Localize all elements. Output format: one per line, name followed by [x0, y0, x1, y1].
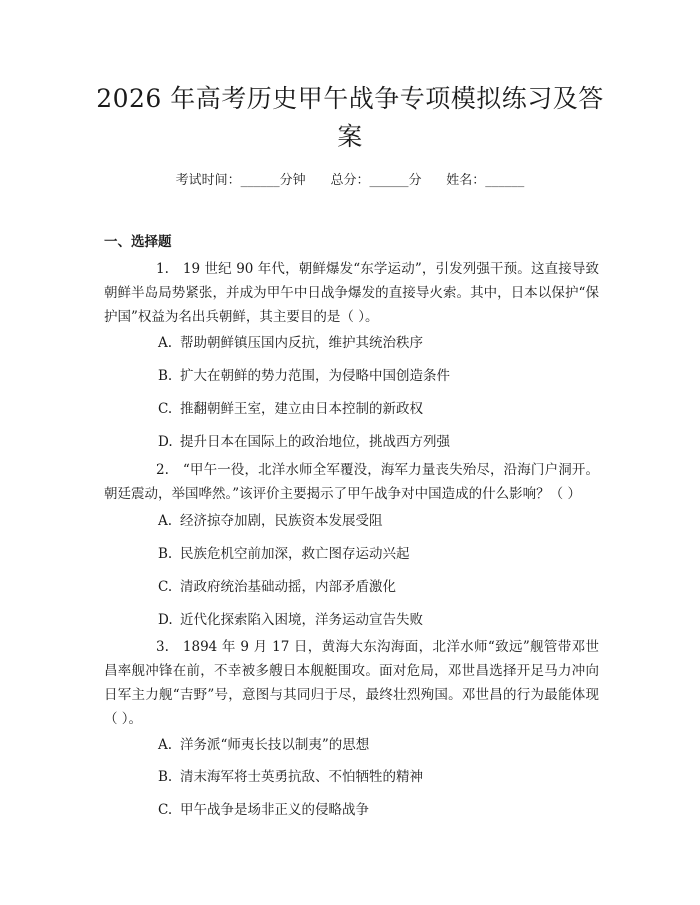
option-letter: C. [158, 802, 173, 818]
page-title: 2026 年高考历史甲午战争专项模拟练习及答案 [96, 84, 604, 151]
question-text: 19 世纪 90 年代，朝鲜爆发“东学运动”，引发列强干预。这直接导致朝鲜半岛局势紧张，并成为甲午中日战争爆发的直接导火索。其中，日本以保护“保护国”权益为名出兵朝鲜，其主要目的是（ ）。 [104, 261, 599, 325]
exam-time-field: 考试时间：______分钟 [175, 173, 306, 188]
option-text: 近代化探索陷入困境，洋务运动宣告失败 [180, 612, 423, 628]
option-letter: D. [158, 434, 173, 450]
question-1-option-c [158, 399, 423, 419]
option-letter: A. [158, 335, 173, 351]
question-1 [104, 257, 599, 329]
question-1-option-a [158, 333, 423, 353]
section-heading: 一、选择题 [104, 234, 172, 250]
option-letter: B. [158, 546, 173, 562]
question-2-option-d [158, 610, 423, 630]
question-3 [104, 635, 599, 731]
question-3-option-a [158, 735, 369, 755]
option-text: 扩大在朝鲜的势力范围，为侵略中国创造条件 [180, 368, 450, 384]
option-text: 洋务派“师夷长技以制夷”的思想 [180, 737, 370, 753]
question-number: 2. [156, 462, 169, 478]
question-text: 1894 年 9 月 17 日，黄海大东沟海面，北洋水师“致远”舰管带邓世昌率舰冲锋在前，不幸被多艘日本舰艇围攻。面对危局，邓世昌选择开足马力冲向日军主力舰“吉野”号，意图与其同归于尽，最终壮烈殉国。邓世昌的行为最能体现（ ）。 [104, 639, 599, 727]
question-2-option-a [158, 511, 383, 531]
question-number: 3. [156, 639, 169, 655]
option-letter: C. [158, 401, 173, 417]
name-field: 姓名：______ [446, 173, 525, 188]
option-letter: A. [158, 513, 173, 529]
total-score-field: 总分：______分 [330, 173, 422, 188]
option-text: 提升日本在国际上的政治地位，挑战西方列强 [180, 434, 450, 450]
option-text: 清末海军将士英勇抗敌、不怕牺牲的精神 [180, 769, 423, 785]
option-text: 民族危机空前加深，救亡图存运动兴起 [180, 546, 410, 562]
question-2-option-c [158, 577, 396, 597]
question-2 [104, 458, 599, 506]
question-1-option-d [158, 432, 450, 452]
exam-info-line [0, 169, 700, 188]
option-text: 经济掠夺加剧，民族资本发展受阻 [180, 513, 383, 529]
option-text: 帮助朝鲜镇压国内反抗，维护其统治秩序 [180, 335, 423, 351]
option-text: 推翻朝鲜王室，建立由日本控制的新政权 [180, 401, 423, 417]
question-3-option-b [158, 767, 423, 787]
question-1-option-b [158, 366, 450, 386]
option-letter: B. [158, 769, 173, 785]
option-letter: C. [158, 579, 173, 595]
question-3-option-c [158, 800, 369, 820]
option-text: 甲午战争是场非正义的侵略战争 [180, 802, 369, 818]
option-text: 清政府统治基础动摇，内部矛盾激化 [180, 579, 396, 595]
option-letter: A. [158, 737, 173, 753]
question-text: “甲午一役，北洋水师全军覆没，海军力量丧失殆尽，沿海门户洞开。朝廷震动，举国哗然。”该评价主要揭示了甲午战争对中国造成的什么影响？（ ） [104, 462, 599, 502]
option-letter: B. [158, 368, 173, 384]
question-number: 1. [156, 261, 169, 277]
question-2-option-b [158, 544, 410, 564]
option-letter: D. [158, 612, 173, 628]
